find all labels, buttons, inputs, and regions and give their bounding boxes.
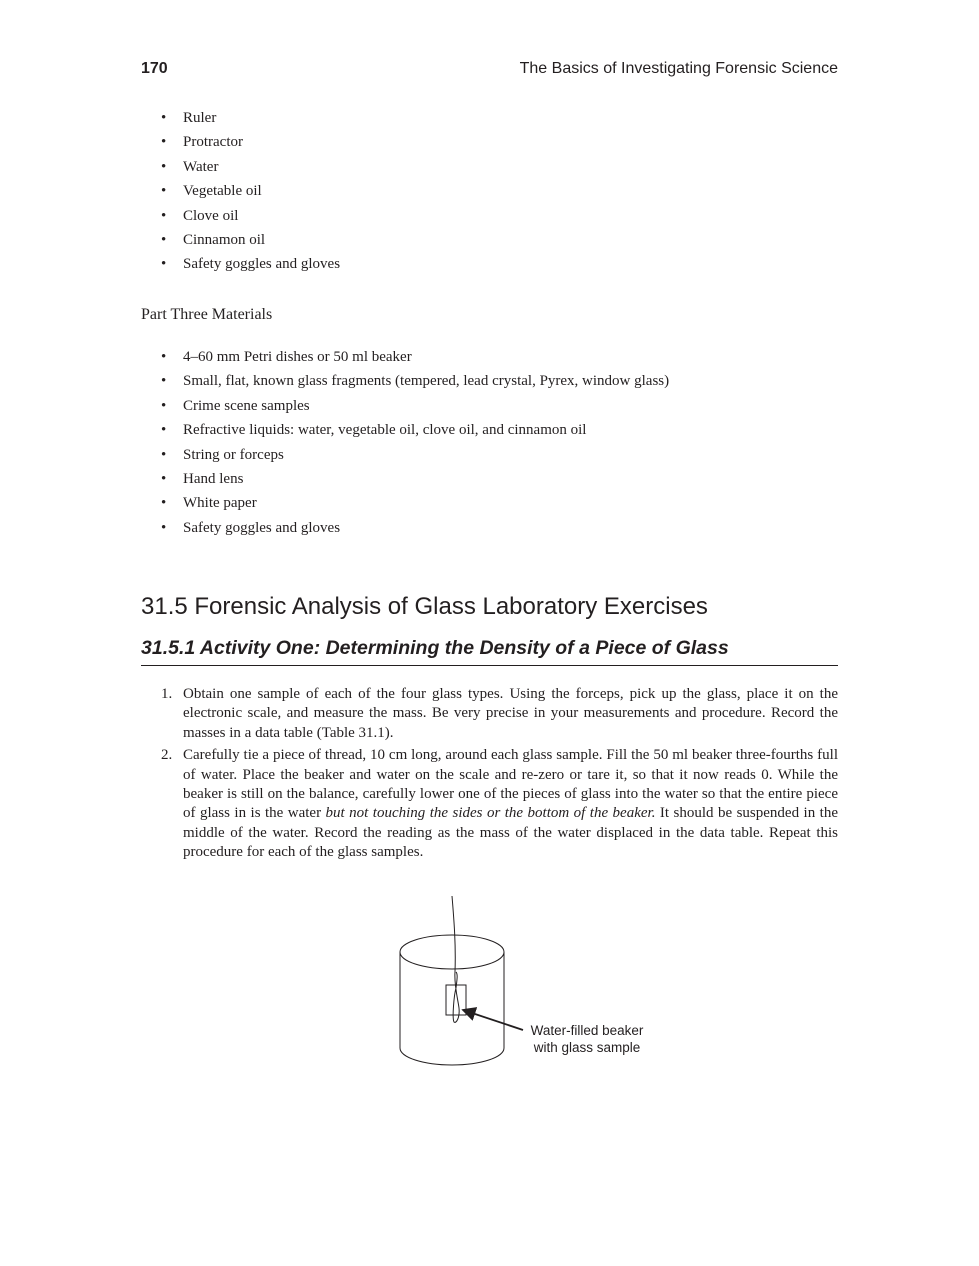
list-item: • Safety goggles and gloves	[141, 518, 669, 542]
list-item: • Protractor	[141, 132, 340, 156]
list-item: • Vegetable oil	[141, 181, 340, 205]
step-text: Carefully tie a piece of thread, 10 cm long, around each glass sample. Fill the 50 ml beaker three-fourths full of water. Place the beaker and water on the scale and re-zero or tare it, so that it now reads 0. While the beaker is still on the balance, carefully lower one of the pieces of glass into the water so that the entire piece of glass in is the water	[183, 747, 838, 822]
step-text: It should be suspended in the middle of the water. Record the reading as the mass of the water displaced in the data table. Repeat this procedure for each of the glass samples.	[183, 805, 838, 861]
materials-list	[141, 108, 340, 279]
figure-label-line: Water-filled beaker	[530, 1023, 644, 1038]
list-item: • 4–60 mm Petri dishes or 50 ml beaker	[141, 347, 669, 371]
running-title: The Basics of Investigating Forensic Science	[519, 60, 838, 77]
part-three-materials-list	[141, 347, 669, 542]
list-item: • Refractive liquids: water, vegetable oil, clove oil, and cinnamon oil	[141, 420, 669, 444]
label-arrow	[463, 1010, 523, 1030]
list-item: • Ruler	[141, 108, 340, 132]
list-item: • Water	[141, 157, 340, 181]
list-item: • Cinnamon oil	[141, 230, 340, 254]
part-three-heading: Part Three Materials	[141, 306, 273, 323]
subsection-title: 31.5.1 Activity One: Determining the Density of a Piece of Glass	[141, 636, 838, 666]
step-text: Obtain one sample of each of the four glass types. Using the forceps, pick up the glass, place it on the electronic scale, and measure the mass. Be very precise in your measurements and procedure. Record the masses in a data table (Table 31.1).	[183, 686, 838, 741]
step-number: 2.	[161, 747, 173, 764]
list-item: • Small, flat, known glass fragments (tempered, lead crystal, Pyrex, window glass)	[141, 371, 669, 395]
figure-label-line: with glass sample	[533, 1040, 641, 1055]
list-item: • Clove oil	[141, 206, 340, 230]
list-item: • String or forceps	[141, 445, 669, 469]
procedure-steps	[141, 685, 838, 866]
procedure-step	[141, 685, 838, 743]
thread	[452, 896, 459, 1022]
section-title: 31.5 Forensic Analysis of Glass Laboratory Exercises	[141, 593, 708, 620]
list-item: • Crime scene samples	[141, 396, 669, 420]
list-item: • Hand lens	[141, 469, 669, 493]
procedure-step	[141, 746, 838, 862]
figure-label	[518, 1022, 656, 1056]
page-number: 170	[141, 60, 168, 77]
step-number: 1.	[161, 686, 173, 702]
list-item: • Safety goggles and gloves	[141, 254, 340, 278]
step-text-emphasis: but not touching the sides or the bottom of the beaker.	[325, 805, 656, 822]
beaker-base	[400, 1048, 504, 1065]
beaker-rim	[400, 935, 504, 969]
list-item: • White paper	[141, 493, 669, 517]
